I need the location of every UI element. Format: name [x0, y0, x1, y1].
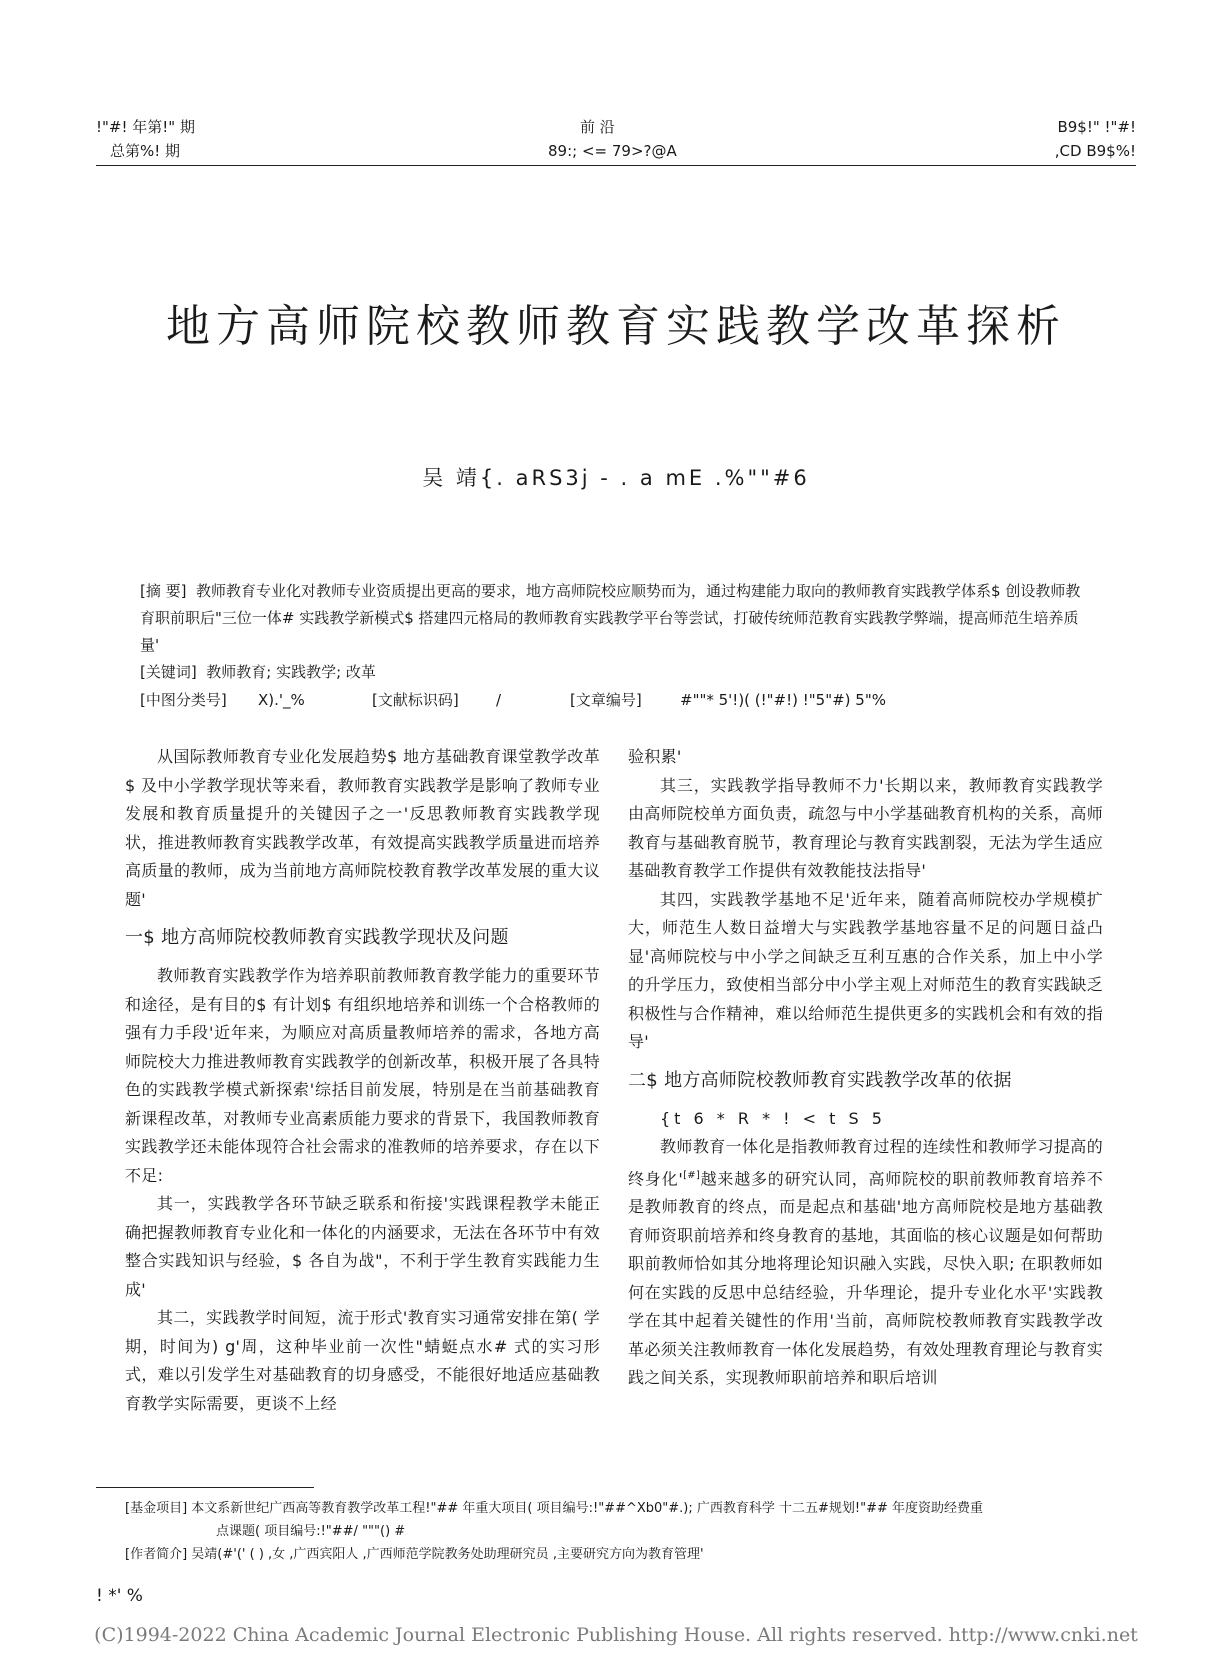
- body-right-column: [628, 743, 1103, 1393]
- header-right-line1: B9$!" !"#!: [1057, 118, 1136, 136]
- page-number: ! *' %: [96, 1586, 143, 1606]
- body-paragraph: 其一，实践教学各环节缺乏联系和衔接'实践课程教学未能正确把握教师教育专业化和一体化的内涵要求，无法在各环节中有效整合实践知识与经验，$ 各自为战"，不利于学生教育实践能力生成': [125, 1194, 600, 1299]
- clc-value: X).'_%: [258, 691, 305, 709]
- author-bio-label: [作者简介]: [125, 1547, 188, 1562]
- author-bio-text: 吴靖(#'(' ( ) ,女 ,广西宾阳人 ,广西师范学院教务处助理研究员 ,主要研究方向为教育管理': [191, 1547, 704, 1562]
- body-paragraph: 其三，实践教学指导教师不力'长期以来，教师教育实践教学由高师院校单方面负责，疏忽与中小学基础教育机构的关系，高师教育与基础教育脱节，教育理论与教育实践割裂，无法为学生适应基础教育教学工作提供有效教能技法指导': [628, 775, 1103, 880]
- article-no-label: [文章编号]: [570, 691, 642, 709]
- body-left-column: [125, 743, 600, 1418]
- body-paragraph: 教师教育实践教学作为培养职前教师教育教学能力的重要环节和途径，是有目的$ 有计划$ 有组织地培养和训练一个合格教师的强有力手段'近年来，为顺应对高质量教师培养的需求，各地方高师院校大力推进教师教育实践教学的创新改革，积极开展了各具特色的实践教学模式新探索'综括目前发展，特别是在当前基础教育新课程改革，对教师专业高素质能力要求的背景下，我国教师教育实践教学还未能体现符合社会需求的准教师的培养要求，存在以下不足:: [125, 966, 600, 1185]
- abstract-text: 教师教育专业化对教师专业资质提出更高的要求，地方高师院校应顺势而为，通过构建能力取向的教师教育实践教学体系$ 创设教师教育职前职后"三位一体# 实践教学新模式$ 搭建四元格局的教师教育实践教学平台等尝试，打破传统师范教育实践教学弊端，提高师范生培养质量': [140, 582, 1081, 654]
- abstract-paragraph: [140, 578, 1095, 659]
- fund-label: [基金项目]: [125, 1501, 188, 1516]
- fund-footnote-continued: 点课题( 项目编号:!"##/ """() #: [216, 1524, 406, 1539]
- classification-row: [140, 686, 1095, 715]
- author-footnote: [125, 1543, 1145, 1566]
- abstract-label: [摘 要]: [140, 582, 187, 600]
- header-volume: !"#! 年第!" 期: [96, 118, 195, 136]
- keywords-text: 教师教育; 实践教学; 改革: [206, 663, 376, 681]
- body-text: 越来越多的研究认同，高师院校的职前教师教育培养不是教师教育的终点，而是起点和基础'地方高师院校是地方基础教育师资职前培养和终身教育的基地，其面临的核心议题是如何帮助职前教师恰如其分地将理论知识融入实践，尽快入职; 在职教师如何在实践的反思中总结经验，升华理论，提升专业化水平'实践教学在其中起着关键性的作用'当前，高师院校教师教育实践教学改革必须关注教师教育一体化发展趋势，有效处理教育理论与教育实践之间关系，实现教师职前培养和职后培训: [628, 1168, 1103, 1388]
- body-paragraph: 验积累': [628, 747, 682, 766]
- header-right-line2: ,CD B9$%!: [1054, 142, 1136, 160]
- fund-footnote: [125, 1497, 1145, 1520]
- copyright-notice: (C)1994-2022 China Academic Journal Electronic Publishing House. All rights reserved. http://www.cnki.net: [94, 1624, 1138, 1646]
- abstract-block: [140, 578, 1095, 715]
- intro-paragraph: 从国际教师教育专业化发展趋势$ 地方基础教育课堂教学改革$ 及中小学教学现状等来看，教师教育实践教学是影响了教师专业发展和教育质量提升的关键因子之一'反思教师教育实践教学现状，推进教师教育实践教学改革，有效提高实践教学质量进而培养高质量的教师，成为当前地方高师院校教育教学改革发展的重大议题': [125, 747, 600, 909]
- keywords-label: [关键词]: [140, 663, 197, 681]
- header-journal-code: 89:; <= 79>?@A: [548, 142, 677, 160]
- footnotes-block: [125, 1497, 1145, 1566]
- body-paragraph: 其二，实践教学时间短，流于形式'教育实习通常安排在第( 学期，时间为) g'周，这种毕业前一次性"蜻蜓点水# 式的实习形式，难以引发学生对基础教育的切身感受，不能很好地适应基础教育教学实际需要，更谈不上经: [125, 1308, 600, 1413]
- section-heading-1: 一$ 地方高师院校教师教育实践教学现状及问题: [125, 927, 509, 948]
- body-text: 教师教育一体化是指教师教育过程的连续性和教师学习提高的终身化': [628, 1137, 1103, 1188]
- header-total-issue: 总第%! 期: [110, 142, 181, 160]
- article-title: 地方高师院校教师教育实践教学改革探析: [166, 301, 1066, 352]
- header-journal-name: 前 沿: [580, 118, 615, 136]
- fund-text: 本文系新世纪广西高等教育教学改革工程!"## 年重大项目( 项目编号:!"##^Xb0"#.); 广西教育科学 十二五#规划!"## 年度资助经费重: [191, 1501, 984, 1516]
- article-no-value: #""* 5'!)( (!"#!) !"5"#) 5"%: [680, 691, 886, 709]
- body-paragraph: 其四，实践教学基地不足'近年来，随着高师院校办学规模扩大，师范生人数日益增大与实践教学基地容量不足的问题日益凸显'高师院校与中小学之间缺乏互利互惠的合作关系，加上中小学的升学压力，致使相当部分中小学主观上对师范生的教育实践缺乏积极性与合作精神，难以给师范生提供更多的实践机会和有效的指导': [628, 889, 1103, 1051]
- doc-code-value: /: [496, 691, 502, 709]
- keywords-line: [140, 659, 1095, 686]
- footnote-rule: [96, 1487, 314, 1488]
- citation-ref[interactable]: [#]: [683, 1169, 701, 1181]
- article-author: 吴 靖{. aRS3j - . a mE .%""#6: [422, 466, 810, 490]
- doc-code-label: [文献标识码]: [372, 691, 459, 709]
- section-heading-2: 二$ 地方高师院校教师教育实践教学改革的依据: [628, 1069, 1012, 1091]
- body-paragraph: [628, 1133, 1103, 1393]
- header-rule: [96, 165, 1136, 166]
- clc-label: [中图分类号]: [140, 691, 227, 709]
- subsection-heading: {t 6 * R * ! < t S 5: [660, 1108, 886, 1128]
